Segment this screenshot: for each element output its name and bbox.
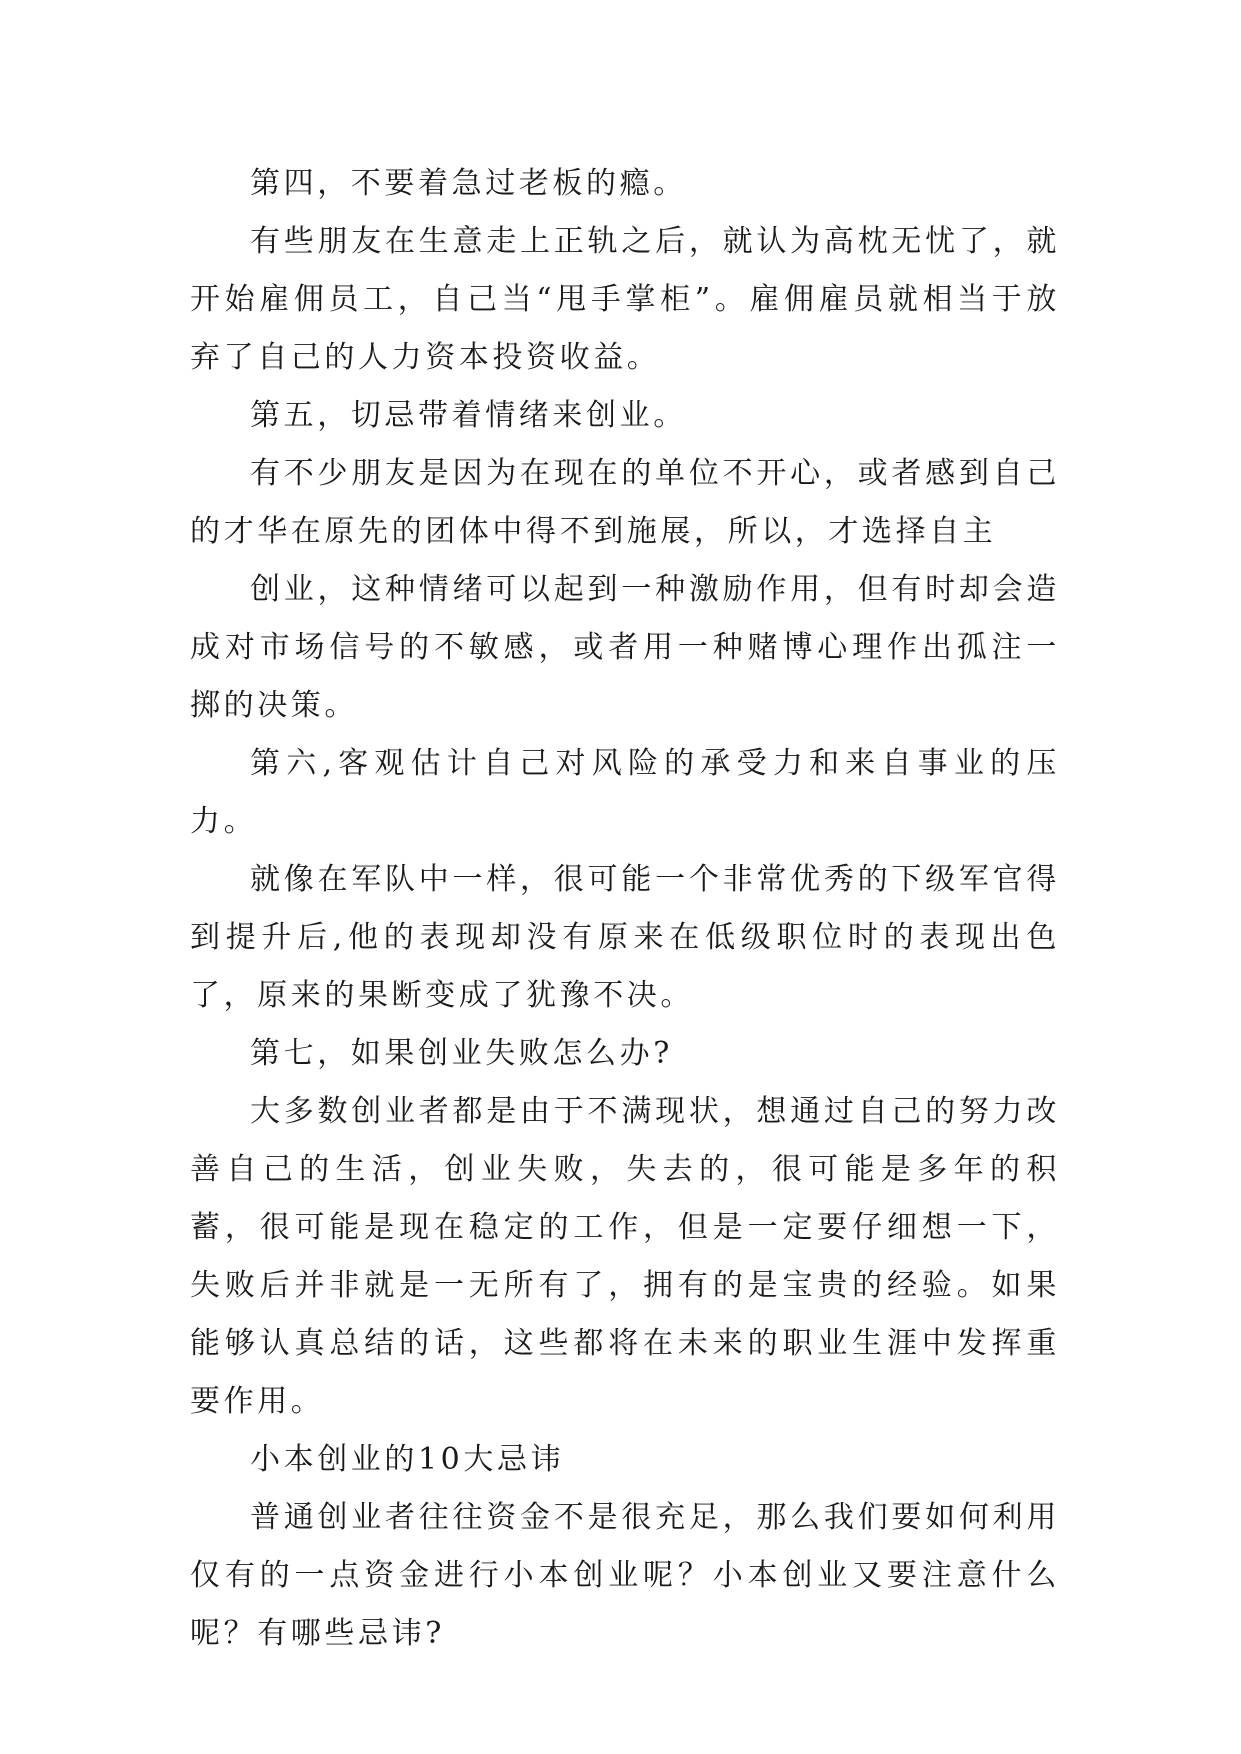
paragraph: 有些朋友在生意走上正轨之后，就认为高枕无忧了，就开始雇佣员工，自己当“甩手掌柜”。雇佣雇员就相当于放弃了自己的人力资本投资收益。	[190, 224, 1060, 375]
paragraph-heading-sixth: 第六,客观估计自己对风险的承受力和来自事业的压力。	[190, 746, 1060, 839]
paragraph: 就像在军队中一样，很可能一个非常优秀的下级军官得到提升后,他的表现却没有原来在低级职位时的表现出色了，原来的果断变成了犹豫不决。	[190, 862, 1060, 1013]
section-heading: 小本创业的10大忌讳	[250, 1442, 565, 1477]
paragraph-heading-fourth: 第四，不要着急过老板的瘾。	[250, 166, 687, 201]
paragraph: 普通创业者往往资金不是很充足，那么我们要如何利用仅有的一点资金进行小本创业呢？小本创业又要注意什么呢？有哪些忌讳?	[190, 1500, 1060, 1651]
paragraph-heading-fifth: 第五，切忌带着情绪来创业。	[250, 398, 687, 433]
paragraph: 有不少朋友是因为在现在的单位不开心，或者感到自己的才华在原先的团体中得不到施展，所以，才选择自主	[190, 456, 1060, 549]
document-body	[190, 155, 1060, 1663]
paragraph-heading-seventh: 第七，如果创业失败怎么办?	[250, 1036, 673, 1071]
paragraph: 创业，这种情绪可以起到一种激励作用，但有时却会造成对市场信号的不敏感，或者用一种赌博心理作出孤注一掷的决策。	[190, 572, 1060, 723]
paragraph: 大多数创业者都是由于不满现状，想通过自己的努力改善自己的生活，创业失败，失去的，很可能是多年的积蓄，很可能是现在稳定的工作，但是一定要仔细想一下，失败后并非就是一无所有了，拥有的是宝贵的经验。如果能够认真总结的话，这些都将在未来的职业生涯中发挥重要作用。	[190, 1094, 1060, 1419]
